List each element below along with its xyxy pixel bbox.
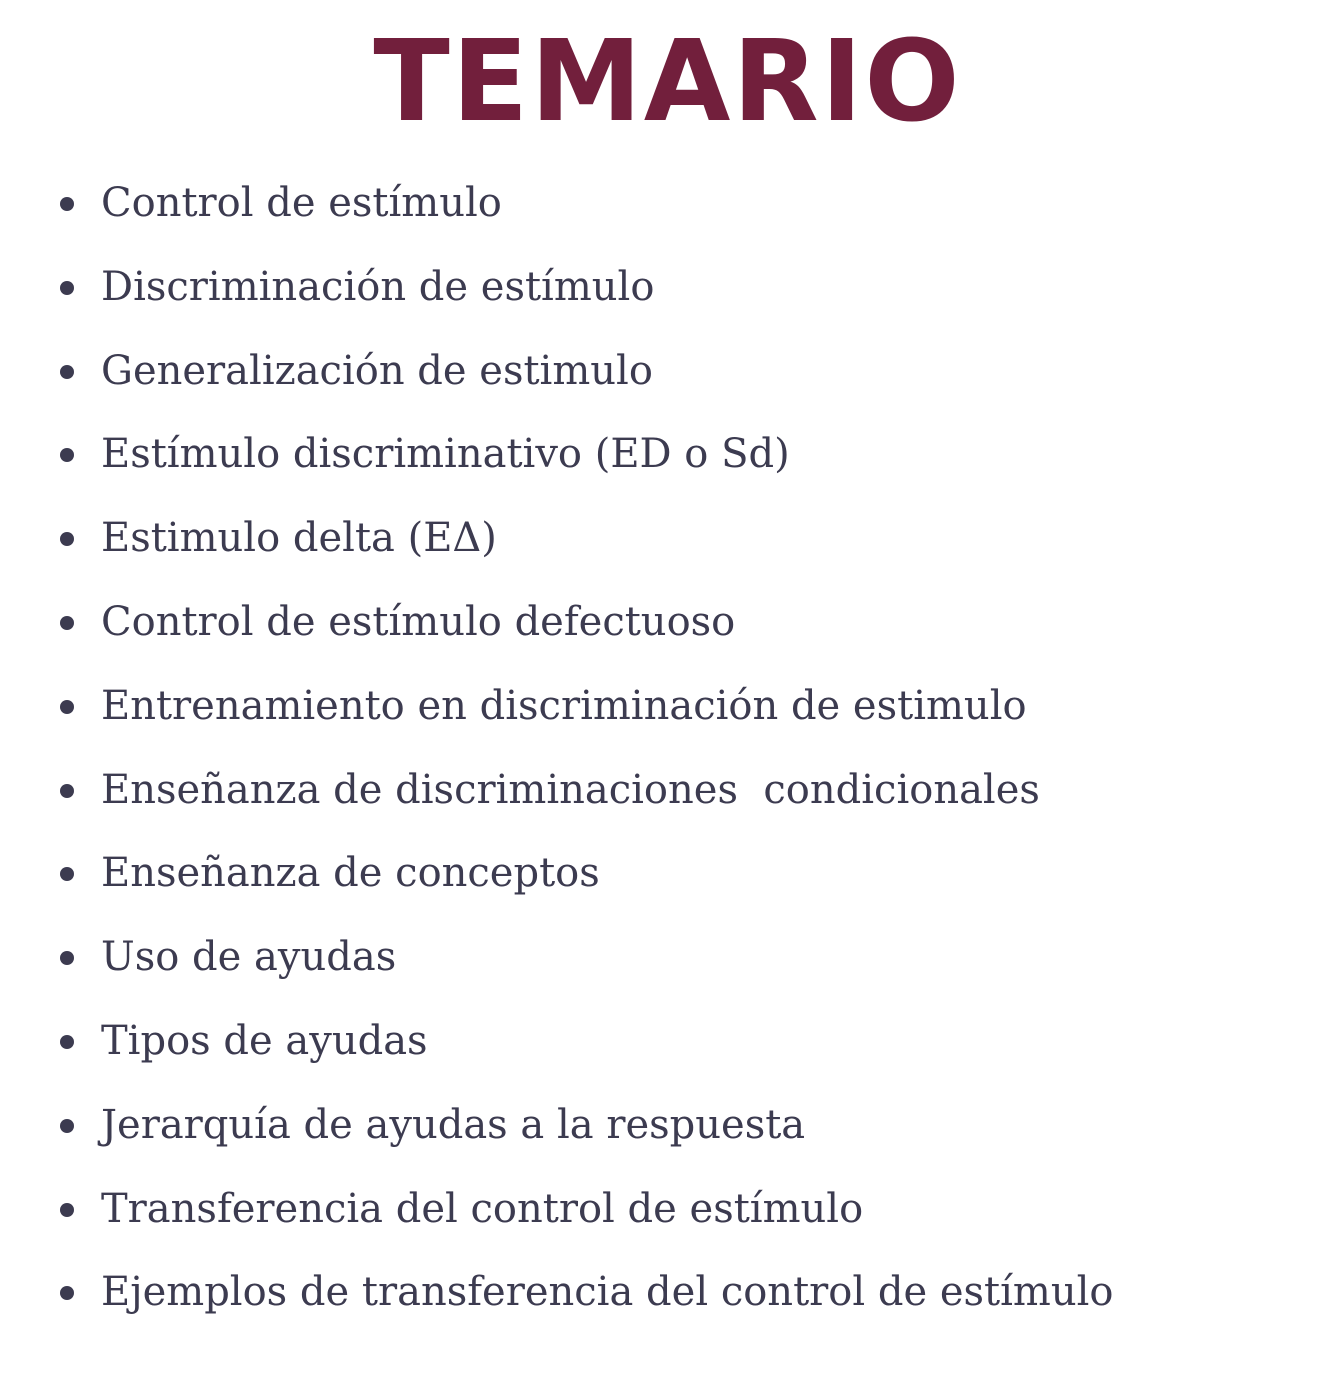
topic-label: Discriminación de estímulo [101,263,655,310]
topic-label: Control de estímulo defectuoso [101,598,736,645]
bullet-icon [60,448,74,462]
topic-label: Ejemplos de transferencia del control de estímulo [101,1269,1114,1316]
bullet-icon [60,1035,74,1049]
topic-label: Control de estímulo [101,180,502,226]
topic-item [0,999,1335,1083]
topic-item [0,496,1335,580]
topic-label: Entrenamiento en discriminación de estimulo [101,682,1027,729]
bullet-icon [60,616,74,630]
topic-list [0,161,1335,1334]
bullet-icon [60,281,74,295]
topic-item [0,831,1335,915]
topic-label: Tipos de ayudas [101,1017,428,1064]
topic-item [0,329,1335,413]
bullet-icon [60,700,74,714]
topic-label: Uso de ayudas [101,934,397,981]
bullet-icon [60,867,74,881]
bullet-icon [60,1119,74,1133]
topic-label: Enseñanza de conceptos [101,850,600,897]
topic-item [0,580,1335,664]
topic-item [0,245,1335,329]
topic-item [0,915,1335,999]
topic-label: Generalización de estimulo [101,347,653,394]
bullet-icon [60,784,74,798]
topic-label: Estimulo delta (EΔ) [101,515,497,562]
page-title: TEMARIO [373,17,962,147]
topic-label: Estímulo discriminativo (ED o Sd) [101,431,790,478]
bullet-icon [60,365,74,379]
topic-item [0,161,1335,245]
topic-item [0,1167,1335,1251]
topic-label: Transferencia del control de estímulo [101,1185,864,1232]
topic-item [0,664,1335,748]
topic-label: Enseñanza de discriminaciones condicionales [101,766,1040,813]
topic-item [0,748,1335,832]
topic-item [0,1250,1335,1334]
bullet-icon [60,532,74,546]
topic-item [0,412,1335,496]
bullet-icon [60,951,74,965]
topic-item [0,1083,1335,1167]
bullet-icon [60,1203,74,1217]
bullet-icon [60,197,74,211]
topic-label: Jerarquía de ayudas a la respuesta [101,1101,806,1148]
bullet-icon [60,1286,74,1300]
